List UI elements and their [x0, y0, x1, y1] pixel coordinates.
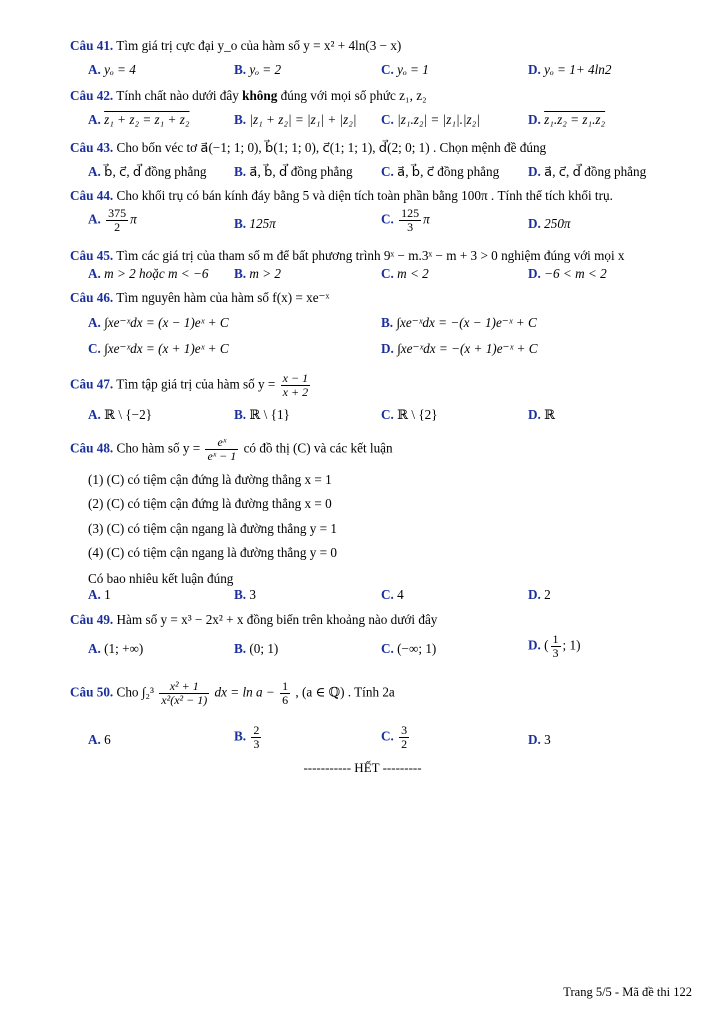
- q48-option-c[interactable]: C. 4: [381, 587, 404, 602]
- q49-option-c[interactable]: C. (−∞; 1): [381, 641, 437, 656]
- q49-option-b[interactable]: B. (0; 1): [234, 641, 279, 656]
- q50-option-d[interactable]: D. 3: [528, 732, 551, 747]
- q42-option-c[interactable]: C. |z₁.z₂| = |z₁|.|z₂|: [381, 112, 480, 127]
- q42-option-a[interactable]: A. z₁ + z₂ = z₁ + z₂: [88, 112, 190, 127]
- q48-statement-3: (3) (C) có tiệm cận ngang là đường thẳng y = 1: [88, 521, 337, 536]
- q45-option-a[interactable]: A. m > 2 hoặc m < −6: [88, 266, 209, 281]
- q46-option-c[interactable]: C. ∫xe⁻ˣdx = (x + 1)eˣ + C: [88, 341, 229, 356]
- q48-statement-1: (1) (C) có tiệm cận đứng là đường thẳng x = 1: [88, 472, 332, 487]
- q46-option-b[interactable]: B. ∫xe⁻ˣdx = −(x − 1)e⁻ˣ + C: [381, 315, 537, 330]
- q41-option-c[interactable]: C. yₒ = 1: [381, 62, 429, 77]
- question-44: Câu 44. Cho khối trụ có bán kính đáy bằng 5 và diện tích toàn phần bằng 100π . Tính thể tích khối trụ.: [70, 188, 613, 203]
- q50-option-a[interactable]: A. 6: [88, 732, 111, 747]
- q48-option-d[interactable]: D. 2: [528, 587, 551, 602]
- q45-option-c[interactable]: C. m < 2: [381, 266, 429, 281]
- q46-option-d[interactable]: D. ∫xe⁻ˣdx = −(x + 1)e⁻ˣ + C: [381, 341, 538, 356]
- q47-option-a[interactable]: A. ℝ \ {−2}: [88, 407, 153, 422]
- q48-option-b[interactable]: B. 3: [234, 587, 256, 602]
- q50-option-b[interactable]: B. $\frac{2}{3}$: [234, 723, 260, 751]
- q42-option-d[interactable]: D. z₁.z₂ = z₁.z₂: [528, 112, 606, 127]
- q47-option-c[interactable]: C. ℝ \ {2}: [381, 407, 438, 422]
- q43-option-d[interactable]: D. a⃗, c⃗, d⃗ đồng phẳng: [528, 164, 647, 179]
- question-50: Câu 50. Cho ∫₂³ $\frac{\text{x² + 1}}{\text{x²(x² − 1)}}$ dx = ln a − $\frac{1}{6}$ , (a ∈ ℚ) . Tính 2a: [70, 679, 395, 707]
- question-46: Câu 46. Tìm nguyên hàm của hàm số f(x) = xe⁻ˣ: [70, 290, 330, 305]
- question-41: Câu 41. Tìm giá trị cực đại y_o của hàm số y = x² + 4ln(3 − x): [70, 38, 402, 53]
- q44-option-d[interactable]: D. 250π: [528, 216, 571, 231]
- q44-option-a[interactable]: A. $\frac{375}{2}$ π: [88, 206, 137, 234]
- question-45: Câu 45. Tìm các giá trị của tham số m để bất phương trình 9ˣ − m.3ˣ − m + 3 > 0 nghiệm đúng với mọi x: [70, 248, 625, 263]
- question-43: Câu 43. Cho bốn véc tơ a⃗(−1; 1; 0), b⃗(1; 1; 0), c⃗(1; 1; 1), d⃗(2; 0; 1) . Chọn mệnh đề đúng: [70, 140, 547, 155]
- page-footer: Trang 5/5 - Mã đề thi 122: [563, 985, 692, 999]
- q44-option-b[interactable]: B. 125π: [234, 216, 276, 231]
- q46-option-a[interactable]: A. ∫xe⁻ˣdx = (x − 1)eˣ + C: [88, 315, 229, 330]
- question-49: Câu 49. Hàm số y = x³ − 2x² + x đồng biến trên khoảng nào dưới đây: [70, 612, 438, 627]
- q49-option-a[interactable]: A. (1; +∞): [88, 641, 144, 656]
- q43-option-a[interactable]: A. b⃗, c⃗, d⃗ đồng phẳng: [88, 164, 207, 179]
- q41-option-b[interactable]: B. yₒ = 2: [234, 62, 282, 77]
- q44-option-c[interactable]: C. $\frac{125}{3}$ π: [381, 206, 430, 234]
- q48-statement-2: (2) (C) có tiệm cận đứng là đường thẳng x = 0: [88, 496, 332, 511]
- end-marker: ----------- HẾT ---------: [303, 760, 422, 775]
- question-42: Câu 42. Tính chất nào dưới đây không đúng với mọi số phức z₁, z₂: [70, 88, 427, 103]
- q48-prompt: Có bao nhiêu kết luận đúng: [88, 571, 234, 586]
- q47-option-b[interactable]: B. ℝ \ {1}: [234, 407, 290, 422]
- q49-option-d[interactable]: D. ( $\frac{1}{3}$ ; 1): [528, 632, 581, 660]
- q42-option-b[interactable]: B. |z₁ + z₂| = |z₁| + |z₂|: [234, 112, 357, 127]
- q43-option-c[interactable]: C. a⃗, b⃗, c⃗ đồng phẳng: [381, 164, 500, 179]
- q47-option-d[interactable]: D. ℝ: [528, 407, 556, 422]
- q41-option-d[interactable]: D. yₒ = 1+ 4ln2: [528, 62, 612, 77]
- q50-option-c[interactable]: C. $\frac{3}{2}$: [381, 723, 408, 751]
- q41-option-a[interactable]: A. yₒ = 4: [88, 62, 136, 77]
- q43-option-b[interactable]: B. a⃗, b⃗, d⃗ đồng phẳng: [234, 164, 353, 179]
- q48-statement-4: (4) (C) có tiệm cận ngang là đường thẳng y = 0: [88, 545, 337, 560]
- question-48: Câu 48. Cho hàm số y = $\frac{\text{eˣ}}{\text{eˣ − 1}}$ có đồ thị (C) và các kết luận: [70, 435, 393, 463]
- q48-option-a[interactable]: A. 1: [88, 587, 111, 602]
- q45-option-d[interactable]: D. −6 < m < 2: [528, 266, 607, 281]
- q45-option-b[interactable]: B. m > 2: [234, 266, 282, 281]
- question-47: Câu 47. Tìm tập giá trị của hàm số y = $\frac{x - 1}{x + 2}$: [70, 371, 309, 399]
